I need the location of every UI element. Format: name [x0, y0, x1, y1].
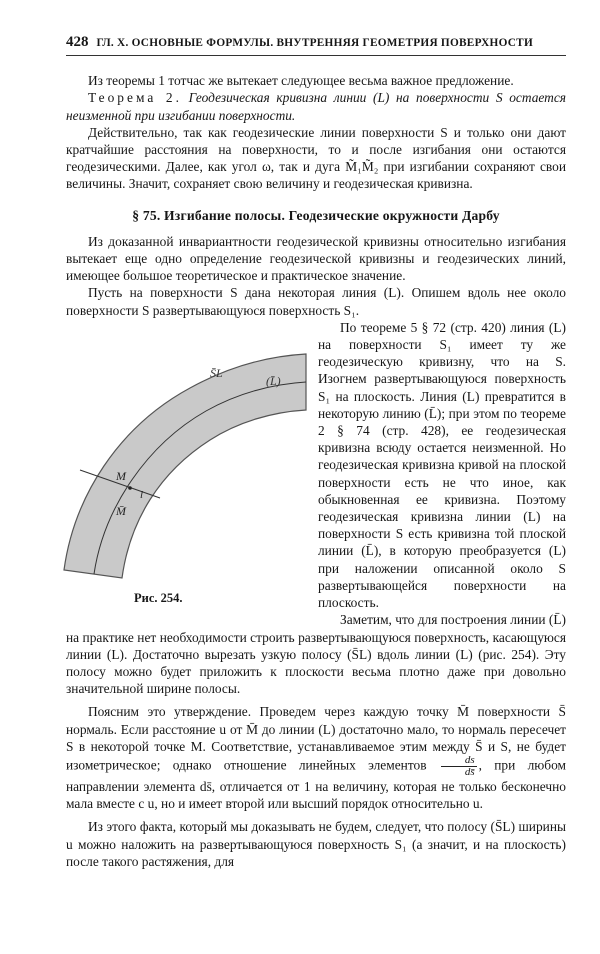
fraction-ds [441, 755, 477, 778]
paragraph-6: Из этого факта, который мы доказывать не будем, следует, что полосу (S̄L) ширины u можно наложить на развертывающуюся поверхность S₁ (а значит, и на плоскость) после такого растяжения, для [66, 819, 566, 869]
label-l: l [140, 488, 144, 501]
section-title: § 75. Изгибание полосы. Геодезические окружности Дарбу [132, 207, 500, 223]
running-header [66, 34, 566, 56]
theorem-text: Геодезическая кривизна линии (L) на поверхности S остается неизменной при изгибании поверхности. [66, 90, 566, 123]
theorem-label: Теорема 2. [88, 90, 182, 106]
label-Mbar: M̄ [116, 503, 126, 518]
theorem-2 [66, 89, 566, 123]
page-number: 428 [66, 34, 89, 50]
paragraph-5 [66, 703, 566, 812]
paragraph-5-start: Поясним это утверждение. Проведем через каждую точку M̄ поверхности S̄ нормаль. Если расстояние u от M̄ до линии (L) достаточно мало, то нормаль пересечет S в некоторой точке M. Соответствие, устанавливаемое этим между S̄ и S, не будет изометрическое; однако отношение линейных элементов [66, 704, 566, 773]
label-curve: (L̄) [266, 373, 281, 388]
label-M: M [116, 468, 126, 483]
intro-paragraph: Из теоремы 1 тотчас же вытекает следующее весьма важное предложение. [88, 73, 514, 89]
paragraph-1: Из доказанной инвариантности геодезической кривизны относительно изгибания вытекает еще одно определение геодезической кривизны и геодезических линий, имеющее большое теоретическое и практическое значение. [66, 233, 566, 284]
paragraph-2: Пусть на поверхности S дана некоторая линия (L). Опишем вдоль нее около поверхности S развертывающуюся поверхность S₁. [66, 285, 566, 318]
point-M [128, 486, 132, 490]
figure-caption: Рис. 254. [134, 590, 183, 605]
figure-254 [60, 322, 308, 622]
running-head: ГЛ. X. ОСНОВНЫЕ ФОРМУЛЫ. ВНУТРЕННЯЯ ГЕОМЕТРИЯ ПОВЕРХНОСТИ [96, 37, 533, 49]
paragraph-5-end: , при любом направлении элемента ds̄, отличается от 1 на величину, которая не только бесконечно мала вместе с u, но и имеет второй или высший порядок относительно u. [66, 757, 566, 812]
fraction-numerator: ds [441, 755, 477, 767]
paragraph-4: Заметим, что для построения линии (L̄) на практике нет необходимости строить развертывающуюся поверхность, касающуюся линии (L). Достаточно вырезать узкую полосу (S̄L) вдоль линии (L) (рис. 254). Эту полосу можно будет приложить к плоскости весьма плотно даже при довольно значительной ширине полосы. [66, 612, 566, 697]
proof-paragraph: Действительно, так как геодезические линии поверхности S и только они дают кратчайшие расстояния на поверхности, то и после изгибания они остаются геодезическими. Далее, как угол ω, так и дуга M̃₁M̃₂ при изгибании сохраняют свои величины. Значит, сохраняет свою величину и геодезическая кривизна. [66, 124, 566, 192]
fraction-denominator: ds̄ [464, 765, 475, 778]
strip-illustration [60, 322, 308, 584]
paragraph-3: По теореме 5 § 72 (стр. 420) линия (L) на поверхности S₁ имеет ту же геодезическую кривизну, что на S. Изогнем развертывающуюся поверхность S₁ на плоскость. Линия (L) превратится в некоторую линию (L̄); при этом по теореме 2 § 74 (стр. 428), ее геодезическая кривизна всюду остается неизменной. Но геодезическая кривизна кривой на плоской поверхности есть не что иное, как обыкновенная ее кривизна. Поэтому геодезическая кривизна линии (L) на поверхности S есть кривизна той плоской линии (L̄), в которую преобразуется (L) при наложении описанной около S развертывающейся поверхности на плоскость. [318, 319, 566, 611]
label-strip: S̄L [210, 365, 223, 380]
